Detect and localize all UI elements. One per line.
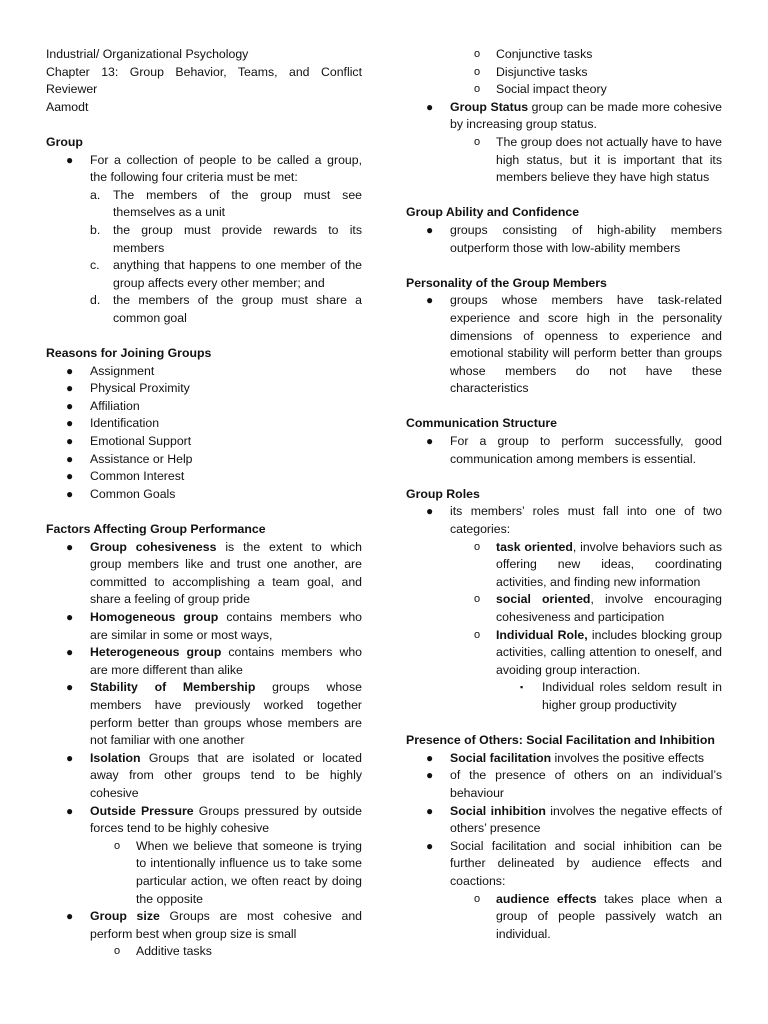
reason-label: Assignment bbox=[90, 363, 155, 378]
circle-marker: o bbox=[114, 839, 121, 852]
bullet-marker: ● bbox=[66, 398, 74, 413]
term: task oriented bbox=[496, 539, 573, 554]
reason-label: Affiliation bbox=[90, 398, 140, 413]
task-type: Conjunctive tasks bbox=[496, 47, 593, 61]
bullet-marker: ● bbox=[66, 610, 74, 624]
section-heading-communication: Communication Structure bbox=[406, 416, 557, 431]
personality-text: groups whose members have task-related experience and score high in the personality dimensions of openness to experience and emotional stability will perform better than groups whose members do not have these characteristics bbox=[450, 293, 722, 396]
list-item bbox=[406, 539, 722, 592]
reason-item bbox=[46, 415, 362, 433]
list-item bbox=[406, 292, 722, 398]
reason-label: Common Goals bbox=[90, 486, 176, 501]
bullet-marker: ● bbox=[426, 803, 434, 818]
bullet-marker: ● bbox=[426, 768, 434, 783]
right-column bbox=[406, 46, 722, 943]
section-heading-roles: Group Roles bbox=[406, 486, 480, 501]
bullet-marker: ● bbox=[66, 363, 74, 378]
list-letter: b. bbox=[90, 222, 101, 237]
definition: , involve behaviors such as offering new ideas, coordinating activities, and finding new information bbox=[496, 539, 722, 589]
bullet-marker: ● bbox=[66, 539, 74, 554]
list-item bbox=[406, 433, 722, 468]
circle-marker: o bbox=[474, 892, 481, 905]
reason-item bbox=[46, 486, 362, 504]
circle-marker: o bbox=[474, 593, 481, 606]
presence-text: of the presence of others on an individual’s behaviour bbox=[450, 768, 722, 800]
term: Heterogeneous group bbox=[90, 645, 222, 660]
doc-author-line: Aamodt bbox=[46, 99, 89, 114]
reason-item bbox=[46, 380, 362, 398]
section-heading-factors: Factors Affecting Group Performance bbox=[46, 522, 266, 537]
bullet-marker: ● bbox=[66, 469, 74, 484]
list-item bbox=[46, 803, 362, 838]
definition: contains members who are similar in some or most ways, bbox=[90, 610, 363, 642]
bullet-marker: ● bbox=[426, 222, 434, 237]
list-item bbox=[406, 64, 722, 82]
criteria-text: the group must provide rewards to its members bbox=[113, 222, 362, 255]
bullet-marker: ● bbox=[66, 645, 74, 660]
list-item bbox=[46, 152, 362, 187]
term: social oriented bbox=[496, 592, 591, 607]
list-item bbox=[406, 750, 722, 768]
term: audience effects bbox=[496, 891, 597, 906]
bullet-marker: ● bbox=[66, 803, 74, 818]
list-letter: c. bbox=[90, 258, 100, 273]
reason-item bbox=[46, 451, 362, 469]
list-item bbox=[406, 679, 722, 714]
bullet-marker: ● bbox=[426, 504, 434, 519]
definition: contains members who are more different than alike bbox=[90, 645, 362, 677]
group-intro-text: For a collection of people to be called a group, the following four criteria must be met: bbox=[90, 152, 362, 185]
section-heading-reasons: Reasons for Joining Groups bbox=[46, 346, 212, 361]
reason-label: Common Interest bbox=[90, 469, 185, 484]
list-item bbox=[406, 81, 722, 99]
section-heading-ability: Group Ability and Confidence bbox=[406, 205, 580, 220]
reason-label: Physical Proximity bbox=[90, 381, 190, 396]
list-item bbox=[46, 908, 362, 943]
individual-role-note: Individual roles seldom result in higher group productivity bbox=[542, 680, 722, 712]
bullet-marker: ● bbox=[66, 416, 74, 431]
circle-marker: o bbox=[474, 83, 481, 96]
list-item bbox=[46, 644, 362, 679]
list-item bbox=[406, 222, 722, 257]
definition: Groups pressured by outside forces tend to be highly cohesive bbox=[90, 803, 362, 836]
bullet-marker: ● bbox=[426, 750, 434, 765]
square-marker: ▪ bbox=[520, 682, 524, 693]
reasons-list bbox=[46, 363, 362, 504]
section-heading-presence: Presence of Others: Social Facilitation and Inhibition bbox=[406, 733, 715, 748]
list-item bbox=[46, 838, 362, 908]
left-column bbox=[46, 46, 362, 961]
list-item bbox=[406, 838, 722, 891]
term: Group size bbox=[90, 909, 160, 924]
bullet-marker: ● bbox=[66, 486, 74, 501]
term: Group Status bbox=[450, 99, 529, 114]
circle-marker: o bbox=[114, 945, 121, 958]
list-item bbox=[406, 891, 722, 944]
bullet-marker: ● bbox=[66, 434, 74, 449]
bullet-marker: ● bbox=[66, 381, 74, 396]
reason-label: Assistance or Help bbox=[90, 451, 193, 466]
list-item bbox=[406, 99, 722, 134]
list-item bbox=[46, 222, 362, 257]
bullet-marker: ● bbox=[66, 909, 74, 924]
definition: , involve encouraging cohesiveness and participation bbox=[496, 592, 722, 624]
circle-marker: o bbox=[474, 48, 481, 60]
outside-pressure-note: When we believe that someone is trying to intentionally influence us to take some particular action, we often react by doing the opposite bbox=[136, 838, 362, 906]
list-item bbox=[46, 679, 362, 749]
list-item bbox=[46, 292, 362, 327]
list-letter: a. bbox=[90, 187, 101, 202]
list-item bbox=[406, 503, 722, 538]
list-item bbox=[46, 750, 362, 803]
term: Social facilitation bbox=[450, 750, 552, 765]
ability-text: groups consisting of high-ability members outperform those with low-ability members bbox=[450, 222, 722, 255]
list-item bbox=[406, 46, 722, 64]
definition: groups whose members have previously worked together perform better than groups whose members are not familiar with one another bbox=[90, 680, 362, 748]
communication-text: For a group to perform successfully, good communication among members is essential. bbox=[450, 434, 722, 466]
reason-label: Identification bbox=[90, 416, 160, 431]
list-item bbox=[46, 257, 362, 292]
list-item bbox=[46, 609, 362, 644]
section-heading-personality: Personality of the Group Members bbox=[406, 275, 607, 290]
bullet-marker: ● bbox=[426, 293, 434, 308]
circle-marker: o bbox=[474, 135, 481, 148]
reason-item bbox=[46, 398, 362, 416]
list-item bbox=[406, 591, 722, 626]
term: Homogeneous group bbox=[90, 610, 219, 624]
bullet-marker: ● bbox=[426, 434, 434, 449]
criteria-text: The members of the group must see themselves as a unit bbox=[113, 187, 362, 220]
task-type: Social impact theory bbox=[496, 82, 607, 97]
list-item bbox=[406, 767, 722, 802]
roles-intro: its members’ roles must fall into one of two categories: bbox=[450, 504, 722, 537]
definition: is the extent to which group members like and trust one another, are committed to accomplishing a team goal, and share a feeling of group pride bbox=[90, 539, 363, 607]
reason-label: Emotional Support bbox=[90, 434, 192, 449]
definition: includes blocking group activities, calling attention to oneself, and avoiding group interaction. bbox=[496, 627, 722, 677]
list-item bbox=[406, 134, 722, 187]
bullet-marker: ● bbox=[426, 838, 434, 853]
circle-marker: o bbox=[474, 628, 481, 641]
bullet-marker: ● bbox=[66, 451, 74, 466]
task-type: Disjunctive tasks bbox=[496, 64, 588, 79]
reason-item bbox=[46, 433, 362, 451]
list-item bbox=[46, 539, 362, 609]
circle-marker: o bbox=[474, 540, 481, 553]
doc-chapter-line: Chapter 13: Group Behavior, Teams, and Conflict Reviewer bbox=[46, 64, 362, 97]
bullet-marker: ● bbox=[426, 99, 434, 114]
definition: involves the positive effects bbox=[551, 750, 705, 765]
reason-item bbox=[46, 363, 362, 381]
list-item bbox=[46, 187, 362, 222]
list-item bbox=[46, 943, 362, 961]
reason-item bbox=[46, 468, 362, 486]
term: Isolation bbox=[90, 750, 141, 765]
bullet-marker: ● bbox=[66, 750, 74, 765]
list-item bbox=[406, 803, 722, 838]
bullet-marker: ● bbox=[66, 152, 74, 167]
doc-course-line: Industrial/ Organizational Psychology bbox=[46, 47, 249, 61]
term: Stability of Membership bbox=[90, 680, 256, 695]
term: Social inhibition bbox=[450, 803, 546, 818]
circle-marker: o bbox=[474, 65, 481, 78]
criteria-text: the members of the group must share a common goal bbox=[113, 293, 362, 325]
criteria-text: anything that happens to one member of the group affects every other member; and bbox=[113, 258, 362, 290]
term: Group cohesiveness bbox=[90, 539, 217, 554]
definition: involves the negative effects of others’ presence bbox=[450, 803, 722, 836]
list-letter: d. bbox=[90, 293, 101, 308]
definition: Groups that are isolated or located away from other groups tend to be highly cohesive bbox=[90, 750, 362, 800]
section-heading-group: Group bbox=[46, 134, 83, 149]
task-type: Additive tasks bbox=[136, 944, 212, 959]
status-note: The group does not actually have to have high status, but it is important that its members believe they have high status bbox=[496, 134, 722, 185]
list-item bbox=[406, 627, 722, 680]
definition: Groups are most cohesive and perform best when group size is small bbox=[90, 909, 362, 941]
term: Outside Pressure bbox=[90, 803, 194, 818]
definition: group can be made more cohesive by increasing group status. bbox=[450, 99, 722, 132]
definition: takes place when a group of people passively watch an individual. bbox=[496, 891, 722, 941]
delineation-text: Social facilitation and social inhibition can be further delineated by audience effects and coactions: bbox=[450, 838, 722, 888]
term: Individual Role, bbox=[496, 627, 588, 642]
bullet-marker: ● bbox=[66, 680, 74, 695]
